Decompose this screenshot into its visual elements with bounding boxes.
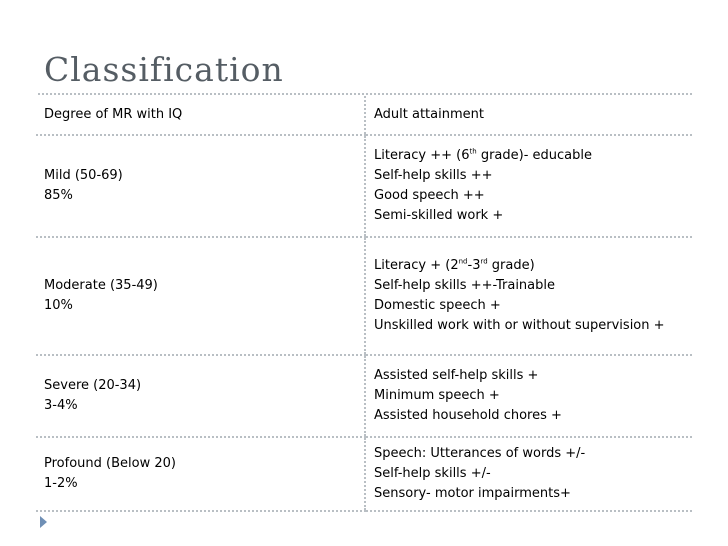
header-attainment: Adult attainment xyxy=(365,96,692,135)
attainment-line: Self-help skills +/- xyxy=(374,465,491,481)
degree-label: Severe (20-34) xyxy=(44,377,142,393)
attainment-line: Literacy + (2nd-3rd grade) xyxy=(374,257,535,273)
attainment-line: Minimum speech + xyxy=(374,387,500,403)
degree-label: Mild (50-69) xyxy=(44,167,123,183)
attainment-line: Speech: Utterances of words +/- xyxy=(374,445,586,461)
degree-percent: 1-2% xyxy=(44,476,78,491)
table-row xyxy=(36,355,692,437)
attainment-line: Good speech ++ xyxy=(374,188,485,203)
table-row xyxy=(36,135,692,237)
attainment-cell xyxy=(365,237,692,355)
attainment-line: Unskilled work with or without supervision + xyxy=(374,318,665,334)
slide-title: Classification xyxy=(44,50,284,89)
attainment-cell xyxy=(365,437,692,511)
degree-label: Moderate (35-49) xyxy=(44,277,158,293)
attainment-line: Self-help skills ++ xyxy=(374,167,493,183)
degree-cell xyxy=(36,355,365,437)
degree-cell xyxy=(36,437,365,511)
title-divider xyxy=(38,93,692,95)
degree-percent: 85% xyxy=(44,188,73,203)
degree-cell xyxy=(36,237,365,355)
degree-cell xyxy=(36,135,365,237)
degree-percent: 3-4% xyxy=(44,398,78,413)
table-header-row xyxy=(36,96,692,135)
attainment-line: Literacy ++ (6th grade)- educable xyxy=(374,147,592,163)
attainment-line: Domestic speech + xyxy=(374,298,501,313)
table-row xyxy=(36,437,692,511)
attainment-line: Assisted self-help skills + xyxy=(374,367,539,383)
attainment-line: Assisted household chores + xyxy=(374,408,562,424)
degree-label: Profound (Below 20) xyxy=(44,455,176,471)
table-row xyxy=(36,237,692,355)
attainment-cell xyxy=(365,135,692,237)
attainment-cell xyxy=(365,355,692,437)
attainment-line: Semi-skilled work + xyxy=(374,208,504,224)
attainment-line: Sensory- motor impairments+ xyxy=(374,486,571,502)
classification-table xyxy=(36,96,692,512)
degree-percent: 10% xyxy=(44,298,73,313)
attainment-line: Self-help skills ++-Trainable xyxy=(374,277,555,293)
header-degree: Degree of MR with IQ xyxy=(36,96,365,135)
triangle-right-icon xyxy=(40,516,47,528)
